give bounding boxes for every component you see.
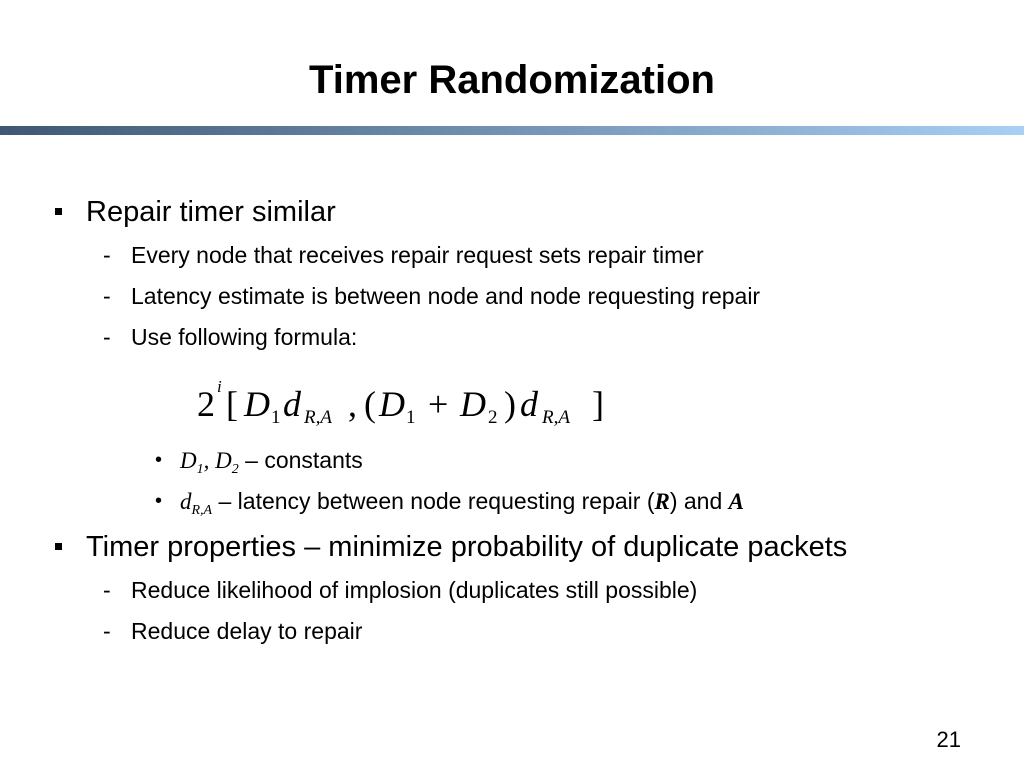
formula-D2-sub: 2 [488,407,498,428]
dot-bullet-icon: • [155,449,163,471]
square-bullet-icon [55,543,62,550]
formula-base: 2 [197,384,215,424]
page-number: 21 [936,727,961,752]
sub-bullet-text: Reduce delay to repair [131,618,363,644]
formula-d: d [283,384,301,424]
sub-bullet-reduce-implosion [103,576,698,604]
symbol-D1-sub: 1 [196,462,204,477]
symbol-separator: , [203,448,216,473]
def-constants [155,446,363,484]
dot-bullet-icon: • [155,490,163,512]
formula-D1b: D [379,384,405,424]
dash-bullet-icon: - [103,324,111,350]
formula-exponent: i [217,377,222,396]
symbol-D1: D [180,448,197,473]
sub-bullet-latency-estimate [103,282,761,310]
symbol-D2-sub: 2 [231,462,239,477]
sub-bullet-text: Every node that receives repair request sets repair timer [131,242,704,268]
formula-right-paren: ) [504,384,516,424]
dash-bullet-icon: - [103,242,111,268]
formula-close-bracket: ] [592,384,604,424]
def-text: – constants [238,447,363,473]
def-latency [155,487,745,525]
symbol-D2: D [215,448,232,473]
formula-d2: d [520,384,538,424]
formula-open-bracket: [ [226,384,238,424]
sub-bullet-formula-intro [103,323,358,351]
formula-d-sub: R,A [304,407,332,428]
formula-D1-sub: 1 [271,407,281,428]
formula-D1: D [244,384,270,424]
bullet-repair-timer [86,195,336,229]
symbol-d-sub: R,A [191,503,213,518]
sub-bullet-text: Latency estimate is between node and node requesting repair [131,283,761,309]
sub-bullet-text: Reduce likelihood of implosion (duplicates still possible) [131,577,698,603]
symbol-A: A [728,489,745,514]
formula-comma: , [348,384,357,424]
formula-left-paren: ( [364,384,376,424]
dash-bullet-icon: - [103,577,111,603]
bullet-text: Repair timer similar [86,196,336,228]
bullet-timer-properties [86,530,847,564]
dash-bullet-icon: - [103,283,111,309]
timer-formula [190,370,630,434]
slide-title: Timer Randomization [309,58,715,102]
formula-d2-sub: R,A [542,407,570,428]
bullet-text: Timer properties – minimize probability of duplicate packets [86,531,848,563]
def-text-and: ) and [669,488,729,514]
symbol-R: R [654,489,670,514]
sub-bullet-every-node [103,241,704,269]
formula-D2: D [460,384,486,424]
square-bullet-icon [55,208,62,215]
symbol-d: d [180,489,192,514]
formula-D1b-sub: 1 [406,407,416,428]
sub-bullet-text: Use following formula: [131,324,358,350]
formula-plus: + [428,384,449,424]
def-text: – latency between node requesting repair ( [212,488,655,514]
sub-bullet-reduce-delay [103,617,363,645]
title-underline [0,126,1024,135]
dash-bullet-icon: - [103,618,111,644]
